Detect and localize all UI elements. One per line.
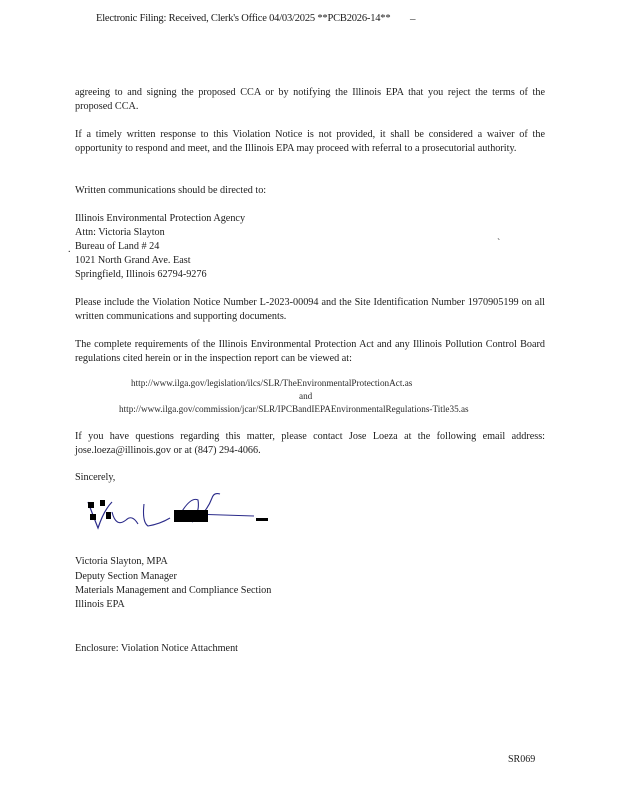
redaction-block bbox=[174, 510, 208, 522]
redaction-block bbox=[90, 514, 96, 520]
address-line: Springfield, Illinois 62794-9276 bbox=[75, 269, 207, 280]
signature-image bbox=[82, 488, 282, 538]
filing-stamp: Electronic Filing: Received, Clerk's Office 04/03/2025 **PCB2026-14** bbox=[96, 13, 391, 24]
paragraph-contact: If you have questions regarding this matter, please contact Jose Loeza at the following email address: jose.loeza@illinois.gov or at (847) 294-4066. bbox=[75, 431, 545, 456]
address-line: 1021 North Grand Ave. East bbox=[75, 255, 191, 266]
signer-section: Materials Management and Compliance Section bbox=[75, 585, 272, 596]
header-dash: – bbox=[410, 13, 416, 25]
signer-agency: Illinois EPA bbox=[75, 599, 125, 610]
paragraph-requirements: The complete requirements of the Illinois Environmental Protection Act and any Illinois Pollution Control Board regulations cited herein or in the inspection report can be viewed at: bbox=[75, 339, 545, 364]
signer-name: Victoria Slayton, MPA bbox=[75, 556, 168, 567]
paragraph-waiver: If a timely written response to this Violation Notice is not provided, it shall be considered a waiver of the opportunity to respond and meet, and the Illinois EPA may proceed with referral to a prosecutorial authority. bbox=[75, 129, 545, 154]
redaction-block bbox=[106, 512, 111, 519]
redaction-block bbox=[100, 500, 105, 506]
signer-title: Deputy Section Manager bbox=[75, 571, 177, 582]
scan-speck: . bbox=[68, 244, 71, 255]
page-identifier: SR069 bbox=[508, 754, 536, 765]
paragraph-include-numbers: Please include the Violation Notice Number L-2023-00094 and the Site Identification Number 1970905199 on all written communications and supporting documents. bbox=[75, 297, 545, 322]
paragraph-written-communications: Written communications should be directed to: bbox=[75, 185, 267, 196]
redaction-block bbox=[256, 518, 268, 521]
address-line: Illinois Environmental Protection Agency bbox=[75, 213, 246, 224]
closing: Sincerely, bbox=[75, 472, 116, 483]
paragraph-cca: agreeing to and signing the proposed CCA or by notifying the Illinois EPA that you reject the terms of the proposed CCA. bbox=[75, 87, 545, 112]
enclosure-note: Enclosure: Violation Notice Attachment bbox=[75, 643, 239, 654]
scan-speck: ` bbox=[497, 238, 501, 249]
url-and: and bbox=[299, 391, 313, 401]
act-link[interactable]: http://www.ilga.gov/legislation/ilcs/SLR/TheEnvironmentalProtectionAct.as bbox=[131, 378, 413, 388]
redaction-block bbox=[88, 502, 94, 508]
address-line: Attn: Victoria Slayton bbox=[75, 227, 165, 238]
address-line: Bureau of Land # 24 bbox=[75, 241, 160, 252]
regulations-link[interactable]: http://www.ilga.gov/commission/jcar/SLR/IPCBandIEPAEnvironmentalRegulations-Title35.as bbox=[119, 404, 469, 414]
